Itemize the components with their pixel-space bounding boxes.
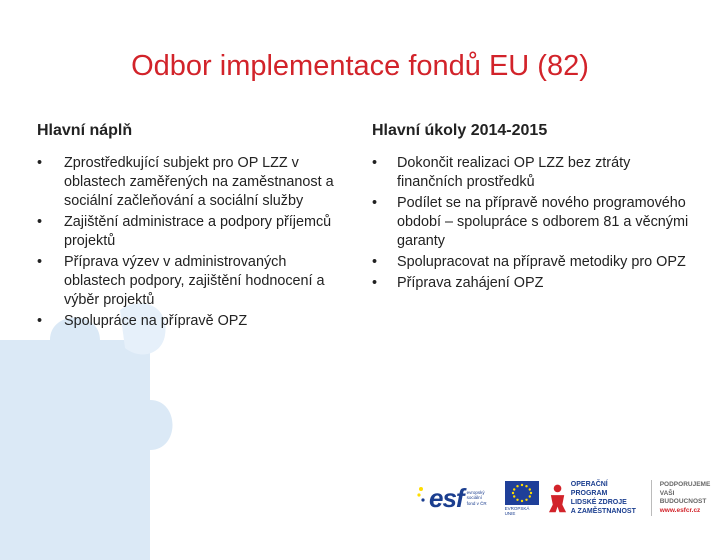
- bullet-icon: •: [372, 254, 378, 270]
- list-item: [372, 253, 690, 272]
- esf-subtitle-line: evropský: [466, 489, 485, 495]
- bullet-icon: •: [372, 155, 378, 171]
- bullet-icon: •: [37, 214, 43, 230]
- list-item-text: Spolupráce na přípravě OPZ: [64, 313, 248, 329]
- support-slogan: [660, 481, 720, 515]
- list-item-text: Spolupracovat na přípravě metodiky pro OPZ: [397, 254, 686, 270]
- left-bullet-list: [37, 154, 349, 331]
- opz-line: A ZAMĚSTNANOST: [570, 508, 636, 515]
- list-item: [37, 213, 349, 251]
- list-item: [37, 154, 349, 211]
- list-item-text: Zajištění administrace a podpory příjemců projektů: [64, 214, 332, 249]
- opz-figure-icon: [548, 483, 567, 513]
- opz-line: LIDSKÉ ZDROJE: [570, 499, 627, 506]
- right-column: [372, 122, 690, 295]
- esf-stars-icon: [416, 485, 426, 511]
- list-item-text: Příprava zahájení OPZ: [397, 275, 544, 291]
- bullet-icon: •: [37, 313, 43, 329]
- slide-title: Odbor implementace fondů EU (82): [131, 50, 589, 82]
- left-column: [37, 122, 349, 333]
- list-item: [37, 312, 349, 331]
- esf-subtitle-line: fond v ČR: [466, 500, 487, 506]
- esf-subtitle-line: sociální: [466, 495, 482, 501]
- logo-separator: [651, 480, 652, 516]
- support-line: PODPORUJEME: [659, 481, 711, 488]
- list-item: [37, 253, 349, 310]
- right-bullet-list: [372, 154, 690, 293]
- opz-logo: [548, 480, 643, 516]
- bullet-icon: •: [37, 254, 43, 270]
- eu-logo: [505, 481, 540, 516]
- bullet-icon: •: [37, 155, 43, 171]
- list-item: [372, 194, 690, 251]
- support-line: VAŠI BUDOUCNOST: [659, 489, 707, 505]
- left-column-heading: Hlavní náplň: [37, 122, 133, 139]
- bullet-icon: •: [372, 275, 378, 291]
- list-item: [372, 274, 690, 293]
- list-item-text: Příprava výzev v administrovaných oblastech podpory, zajištění hodnocení a výběr projektů: [64, 254, 325, 308]
- list-item-text: Dokončit realizaci OP LZZ bez ztráty finančních prostředků: [397, 155, 631, 190]
- esf-subtitle: [467, 490, 497, 507]
- footer-logos: [416, 476, 720, 520]
- puzzle-background-graphic: [0, 300, 220, 560]
- list-item: [372, 154, 690, 192]
- esf-logo: [416, 483, 497, 514]
- support-url: www.esfcr.cz: [659, 506, 701, 514]
- right-column-heading: Hlavní úkoly 2014-2015: [372, 122, 548, 139]
- bullet-icon: •: [372, 195, 378, 211]
- esf-wordmark: esf: [429, 482, 464, 513]
- opz-line: OPERAČNÍ PROGRAM: [570, 481, 608, 497]
- list-item-text: Podílet se na přípravě nového programového období – spolupráce s odborem 81 a věcnými garanty: [397, 195, 689, 249]
- opz-text: [571, 480, 643, 516]
- eu-flag-icon: [505, 481, 539, 505]
- list-item-text: Zprostředkující subjekt pro OP LZZ v oblastech zaměřených na zaměstnanost a sociální začleňování a sociální služby: [64, 155, 334, 209]
- eu-caption: EVROPSKÁ UNIE: [504, 505, 530, 516]
